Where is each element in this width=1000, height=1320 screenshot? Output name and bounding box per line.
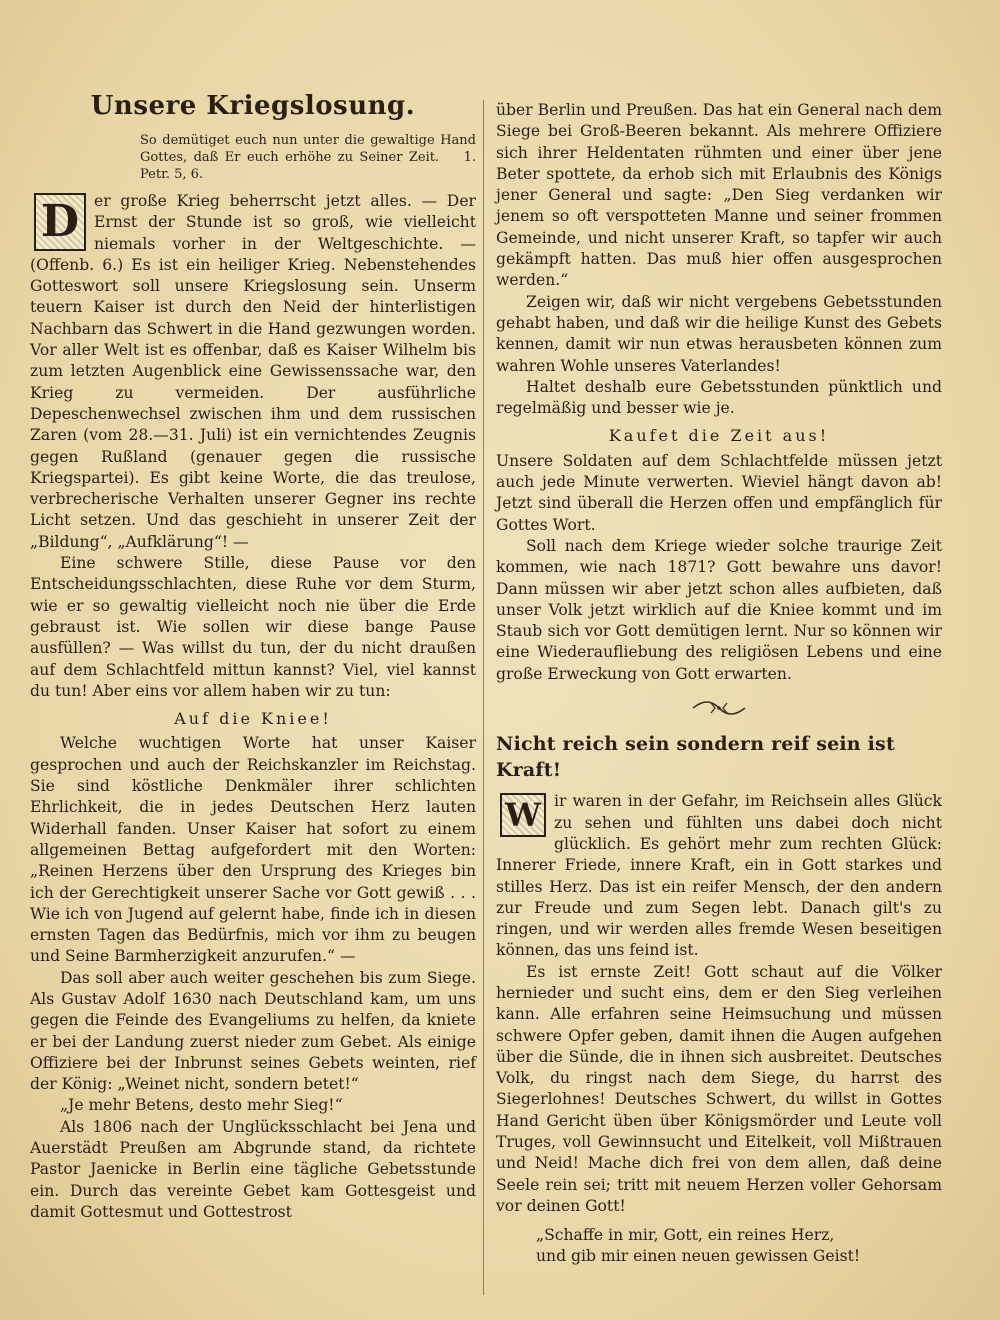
verse-line: „Schaffe in mir, Gott, ein reines Herz, bbox=[536, 1226, 835, 1245]
motto-reference: 1. Petr. 5, 6. bbox=[140, 150, 476, 182]
section-heading: Kaufet die Zeit aus! bbox=[608, 426, 830, 446]
paragraph: ir waren in der Gefahr, im Reichsein alles Glück zu sehen und fühlten uns dabei doch nicht glücklich. Es gehört mehr zum rechten Glück: Innerer Friede, innere Kraft, ein in Gott starkes und stilles Herz. Das ist ein reifer Mensch, der den andern zur Freude und zum Segen lebt. Danach gilt's zu ringen, und wir werden alles fremde Wesen beseitigen können, das uns feind ist. bbox=[496, 792, 942, 960]
motto-text: So demütiget euch nun unter die gewaltige Hand Gottes, daß Er euch erhöhe zu Seiner Zeit. bbox=[140, 133, 476, 165]
paragraph: Eine schwere Stille, diese Pause vor den Entscheidungsschlachten, diese Ruhe vor dem Sturm, wie er so gewaltig vielleicht noch nie über die Erde gebraust ist. Wie sollen wir diese bange Pause ausfüllen? — Was willst du tun, der du nicht draußen auf dem Schlachtfeld mittun kannst? Viel, viel kannst du tun! Aber eins vor allem haben wir zu tun: bbox=[30, 554, 476, 700]
quote-line: „Je mehr Betens, desto mehr Sieg!“ bbox=[60, 1096, 343, 1115]
verse-line: und gib mir einen neuen gewissen Geist! bbox=[536, 1247, 861, 1266]
drop-cap: D bbox=[34, 193, 86, 251]
paragraph: Welche wuchtigen Worte hat unser Kaiser gesprochen und auch der Reichskanzler im Reichstag. Sie sind köstliche Denkmäler ihrer schlichten Ehrlichkeit, die in jedes Deutschen Herz lauten Widerhall fanden. Unser Kaiser hat sofort zu einem allgemeinen Bettag aufgefordert mit den Worten: „Reinen Herzens über den Ursprung des Krieges bin ich der Gerechtigkeit unserer Sache vor Gott gewiß . . . Wie ich von Jugend auf gelernt habe, finde ich in diesen ernsten Tagen das Bedürfnis, mich vor ihm zu beugen und Seine Barmherzigkeit anzurufen.“ — bbox=[30, 734, 476, 966]
paragraph: er große Krieg beherrscht jetzt alles. — Der Ernst der Stunde ist so groß, wie vielleicht niemals vorher in der Weltgeschichte. — (Offenb. 6.) Es ist ein heiliger Krieg. Nebenstehendes Gotteswort soll unsere Kriegslosung sein. Unserm teuern Kaiser ist durch den Neid der hinterlistigen Nachbarn das Schwert in die Hand gezwungen worden. Vor aller Welt ist es offenbar, daß es Kaiser Wilhelm bis zum letzten Augenblick eine Gewissenssache war, den Krieg zu vermeiden. Der ausführliche Depeschenwechsel zwischen ihm und dem russischen Zaren (vom 28.—31. Juli) ist ein vernichtendes Zeugnis gegen Rußland (genauer gegen die russische Kriegspartei). Es gibt keine Worte, die das treulose, verbrecherische Verhalten unserer Gegner ins rechte Licht setzen. Und das geschieht in unserer Zeit der „Bildung“, „Aufklärung“! — bbox=[30, 192, 476, 551]
paragraph-continued: über Berlin und Preußen. Das hat ein General nach dem Siege bei Groß-Beeren bekannt. Als mehrere Offiziere sich ihrer Heldentaten rühmten und einer über jene Beter spottete, da erhob sich mit Erlaubnis des Königs jener General und sagte: „Den Sieg verdanken wir jenem so oft verspotteten Manne und seiner frommen Gemeinde, und nicht unserer Kraft, so tapfer wir auch gekämpft hatten. Das muß hier offen ausgesprochen werden.“ bbox=[496, 101, 942, 290]
first-paragraph bbox=[30, 191, 476, 553]
ornament-divider-icon bbox=[496, 697, 942, 723]
paragraph: Soll nach dem Kriege wieder solche traurige Zeit kommen, wie nach 1871? Gott bewahre uns davor! Dann müssen wir aber jetzt schon alles aufbieten, daß unser Volk jetzt wirklich auf die Kniee kommt und im Staub sich vor Gott demütigen lernt. Nur so können wir eine Wiederaufliebung des religiösen Lebens und eine große Erweckung von Gott erwarten. bbox=[496, 536, 942, 683]
right-column bbox=[496, 100, 942, 1267]
article2-first-paragraph bbox=[496, 791, 942, 961]
paragraph: Das soll aber auch weiter geschehen bis zum Siege. Als Gustav Adolf 1630 nach Deutschland kam, um uns gegen die Feinde des Evangeliums zu helfen, da kniete er bei der Landung zuerst nieder zum Gebet. Als einige Offiziere bei der Inbrunst seines Gebets weinten, rief der König: „Weinet nicht, sondern betet!“ bbox=[30, 968, 476, 1094]
section-heading: Auf die Kniee! bbox=[174, 709, 332, 729]
paragraph: Zeigen wir, daß wir nicht vergebens Gebetsstunden gehabt haben, und daß wir die heilige Kunst des Gebets kennen, damit wir nun etwas herausbeten können zum wahren Wohle unseres Vaterlandes! bbox=[496, 292, 942, 375]
article2-title: Nicht reich sein sondern reif sein ist Kraft! bbox=[496, 733, 895, 782]
paragraph: Es ist ernste Zeit! Gott schaut auf die Völker hernieder und sucht eins, dem er den Sieg verleihen kann. Alle erfahren seine Heimsuchung und müssen schwere Opfer geben, damit ihnen die Augen aufgehen über die Sünde, die in ihnen sich ausbreitet. Deutsches Volk, du ringst nach dem Siege, du harrst des Siegerlohnes! Deutsches Schwert, du willst in Gottes Hand Gericht üben über Königsmörder und Leute voll Truges, voll Gewinnsucht und Eitelkeit, voll Mißtrauen und Neid! Mache dich frei von dem allen, daß deine Seele rein sei; tritt mit neuem Herzen voller Gehorsam vor deinen Gott! bbox=[496, 962, 942, 1215]
flourish-icon bbox=[689, 697, 749, 719]
paragraph: Haltet deshalb eure Gebetsstunden pünktlich und regelmäßig und besser wie je. bbox=[496, 377, 942, 418]
motto bbox=[140, 132, 476, 183]
verse bbox=[536, 1225, 942, 1267]
article-title: Unsere Kriegslosung. bbox=[90, 91, 416, 121]
paragraph: Unsere Soldaten auf dem Schlachtfelde müssen jetzt auch jede Minute verwerten. Wieviel hängt davon ab! Jetzt sind überall die Herzen offen und empfänglich für Gottes Wort. bbox=[496, 451, 942, 534]
drop-cap: W bbox=[500, 793, 546, 837]
paragraph: Als 1806 nach der Unglücksschlacht bei Jena und Auerstädt Preußen am Abgrunde stand, da richtete Pastor Jaenicke in Berlin eine tägliche Gebetsstunde ein. Durch das vereinte Gebet kam Gottesgeist und damit Gottesmut und Gottestrost bbox=[30, 1117, 476, 1221]
column-divider bbox=[483, 100, 484, 1295]
left-column bbox=[30, 90, 476, 1223]
